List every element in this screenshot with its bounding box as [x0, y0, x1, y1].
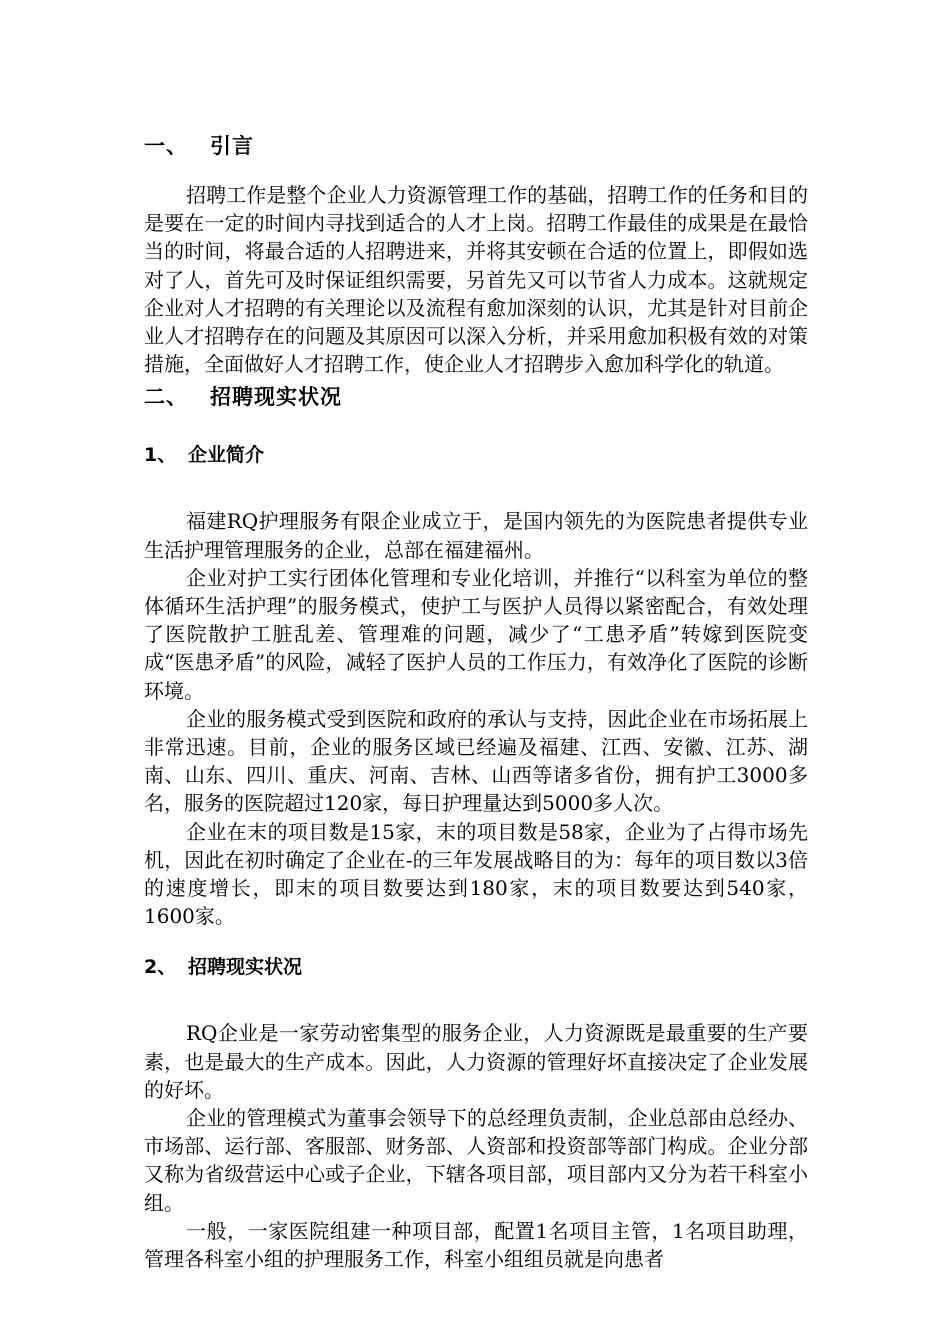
subsection-number: 2、	[144, 956, 177, 979]
paragraph: 招聘工作是整个企业人力资源管理工作的基础，招聘工作的任务和目的是要在一定的时间内寻找到适合的人才上岗。招聘工作最佳的成果是在最恰当的时间，将最合适的人招聘进来，并将其安顿在合适的位置上，即假如选对了人，首先可及时保证组织需要，另首先又可以节省人力成本。这就规定企业对人才招聘的有关理论以及流程有愈加深刻的认识，尤其是针对目前企业人才招聘存在的问题及其原因可以深入分析，并采用愈加积极有效的对策措施，全面做好人才招聘工作，使企业人才招聘步入愈加科学化的轨道。	[144, 183, 808, 377]
subsection-heading-recruitment-status	[144, 949, 808, 985]
section-title: 引言	[210, 134, 254, 158]
paragraph: 福建RQ护理服务有限企业成立于，是国内领先的为医院患者提供专业生活护理管理服务的企业，总部在福建福州。	[144, 509, 808, 562]
subsection-title: 招聘现实状况	[188, 956, 303, 979]
document-body	[144, 128, 808, 1273]
section-heading-intro	[144, 128, 808, 164]
paragraph: 一般，一家医院组建一种项目部，配置1名项目主管，1名项目助理，管理各科室小组的护理服务工作，科室小组组员就是向患者	[144, 1218, 808, 1272]
paragraph: 企业的管理模式为董事会领导下的总经理负责制，企业总部由总经办、市场部、运行部、客服部、财务部、人资部和投资部等部门构成。企业分部又称为省级营运中心或子企业，下辖各项目部，项目部内又分为若干科室小组。	[144, 1106, 808, 1215]
paragraph: 企业在末的项目数是15家，末的项目数是58家，企业为了占得市场先机，因此在初时确定了企业在-的三年发展战略目的为：每年的项目数以3倍的速度增长，即末的项目数要达到180家，末的项目数要达到540家，1600家。	[144, 819, 808, 929]
section-number: 二、	[144, 385, 188, 410]
paragraph: 企业的服务模式受到医院和政府的承认与支持，因此企业在市场拓展上非常迅速。目前，企业的服务区域已经遍及福建、江西、安徽、江苏、湖南、山东、四川、重庆、河南、吉林、山西等诸多省份，拥有护工3000多名，服务的医院超过120家，每日护理量达到5000多人次。	[144, 706, 808, 816]
section-number: 一、	[144, 134, 188, 158]
subsection-title: 企业简介	[188, 444, 265, 467]
paragraph: 企业对护工实行团体化管理和专业化培训，并推行“以科室为单位的整体循环生活护理”的服务模式，使护工与医护人员得以紧密配合，有效处理了医院散护工脏乱差、管理难的问题，减少了“工患矛盾”转嫁到医院变成“医患矛盾”的风险，减轻了医护人员的工作压力，有效净化了医院的诊断环境。	[144, 565, 808, 703]
paragraph: RQ企业是一家劳动密集型的服务企业，人力资源既是最重要的生产要素，也是最大的生产成本。因此，人力资源的管理好坏直接决定了企业发展的好坏。	[144, 1021, 808, 1102]
section-title: 招聘现实状况	[210, 385, 342, 410]
subsection-heading-company-profile	[144, 437, 808, 473]
subsection-number: 1、	[144, 444, 177, 467]
section-heading-recruitment-status	[144, 379, 808, 415]
